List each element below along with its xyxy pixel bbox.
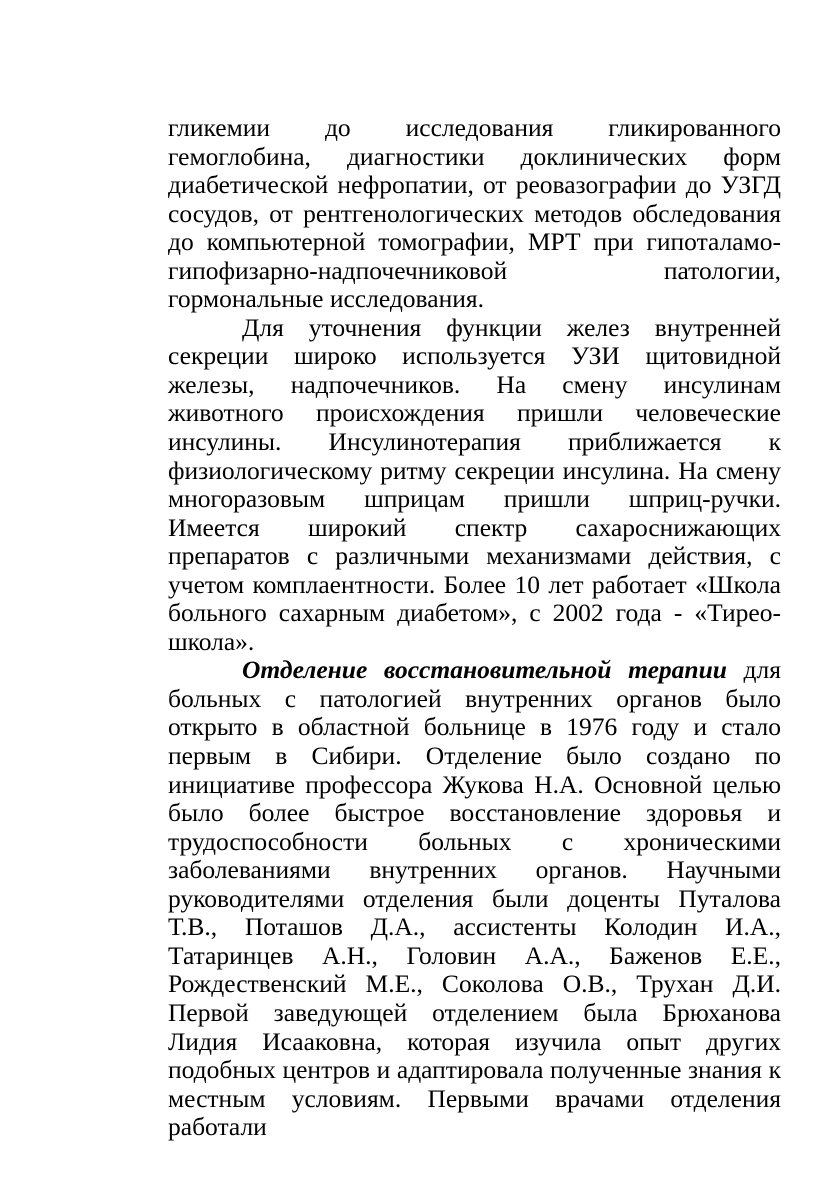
rehab-department-heading: Отделение восстановительной терапии (242, 655, 727, 685)
rehab-department-text: для больных с патологией внутренних органов было открыто в областной больнице в 1976 году и стало первым в Сибири. Отделение было создано по инициативе профессора Жукова Н.А. Основной целью было более быстрое восстановление здоровья и трудоспособности больных с хроническими заболеваниями внутренних органов. Научными руководителями отделения были доценты Путалова Т.В., Поташов Д.А., ассистенты Колодин И.А., Татаринцев А.Н., Головин А.А., Баженов Е.Е., Рождественский М.Е., Соколова О.В., Трухан Д.И. Первой заведующей отделением была Брюханова Лидия Исааковна, которая изучила опыт других подобных центров и адаптировала полученные знания к местным условиям. Первыми врачами отделения работали (168, 655, 781, 1142)
paragraph-endocrine: Для уточнения функции желез внутренней секреции широко используется УЗИ щитовидной железы, надпочечников. На смену инсулинам животного происхождения пришли человеческие инсулины. Инсулинотерапия приближается к физиологическому ритму секреции инсулина. На смену многоразовым шприцам пришли шприц-ручки. Имеется широкий спектр сахароснижающих препаратов с различными механизмами действия, с учетом комплаентности. Более 10 лет работает «Школа больного сахарным диабетом», с 2002 года - «Тирео-школа». (168, 312, 781, 656)
paragraph-diagnostics: гликемии до исследования гликированного гемоглобина, диагностики доклинических форм диабетической нефропатии, от реовазографии до УЗГД сосудов, от рентгенологических методов обследования до компьютерной томографии, МРТ при гипоталамо-гипофизарно-надпочечниковой патологии, гормональные исследования. (168, 113, 781, 314)
paragraph-rehab-department (168, 656, 781, 1141)
document-body (168, 114, 781, 1142)
